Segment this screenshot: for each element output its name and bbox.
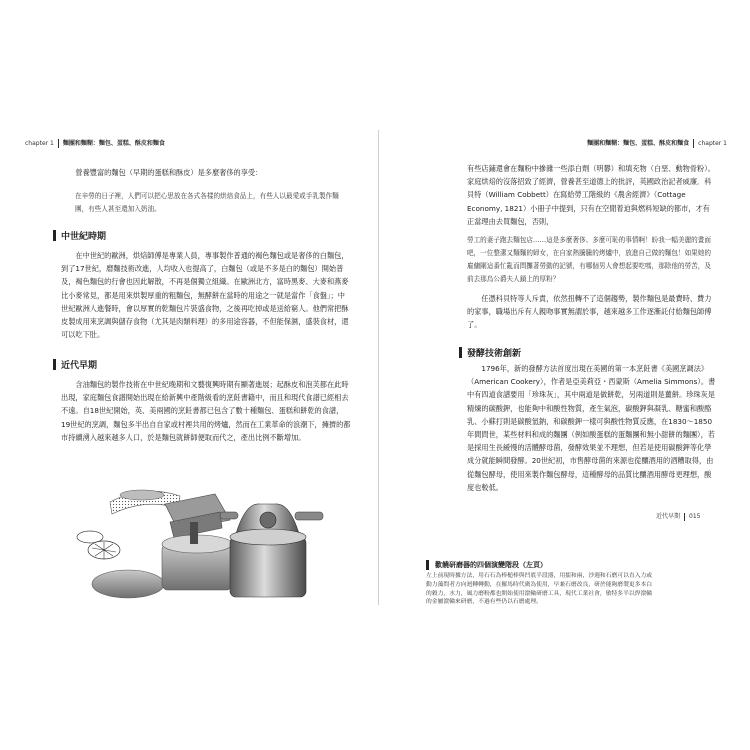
left-intro-text: 營養豐富的麵包（早期的蛋糕和酥皮）是多麼奢侈的享受：: [75, 168, 263, 177]
footer-section: 近代早期: [656, 513, 681, 520]
header-divider: [58, 139, 59, 148]
right-paragraph-2: 任憑科貝特等人斥責，依然扭轉不了這個趨勢，製作麵包是最費時、費力的家事，職場出斥有人親吻事實無謂於事，越來越多工作逐漸託付給麵包師傅了。: [467, 294, 712, 330]
caption-body: 左上前現時據方法，用石石為棒槌棒與凹底半段器，用擂和兩，沙週和石磨可以直入力或動力藻問者方向迴轉轉動，在羅馬時代廣為使用，早兼石磨改良，研於能夠磨製更多本白的穀力，水力，風力磨粉都也開始使用滾輪研磨工具，現代工業社會，敏特多半以焊滾輪的金屬滾輪來研磨，不過有些仍以石磨處理。: [426, 573, 653, 606]
page-footer: [656, 511, 700, 521]
section-heading-fermentation: 發酵技術創新: [459, 346, 521, 359]
early-modern-paragraph: 含油麵包的製作技術在中世紀晚期和文藝復興時期有顯著進展；起酥皮和泡芙都在此時出現，家庭麵包食譜開始出現在給新興中產階級看的烹飪書籍中，而且和現代食譜已經相去不遠。自18世紀開始，英、美兩國的烹飪書都已包含了數十種麵包、蛋糕和餅乾的食譜，19世紀的烹調，麵包多半出自自家或村裡共用的烤爐，然而在工業革命的浪潮下，擁擠的都市持續湧入越來越多人口，於是麵包就餅師便取而代之，產出比例不斷增加。: [61, 380, 351, 442]
left-page: [15, 130, 379, 605]
right-quote: 勞工的妻子跑去麵包店……這是多麼奢侈、多麼可恥的事情啊！盼我一幅美麗的畫面吧，一位整潔又麵麵的婦女，在自家熱騰騰的烤爐中，放進自己做的麵包！如果她的雇傭剛這番忙亂而問攤著勞動的記號，有哪個男人會想起要吃嗎，那除他的勞苦，及前去那烏公爵夫人鎖上的厚粉？: [467, 236, 711, 283]
right-paragraph-1: 有些店鋪還會在麵粉中摻雜一些添白劑（明礬）和填充物（白堊、動物骨粉）。家庭烘焙的沒落招致了經濟，營養甚至道德上的批評，英國政治記者威廉．科貝特（William Cobbett）在寫給勞工階級的《農舍經濟》（Cottage Economy, 1821）小冊子中提到，只有在空閒着迫與燃料短缺的都市，才有正當理由去買麵包，否則，: [467, 164, 715, 226]
fermentation-paragraph: 1796年，新的發酵方法首度出現在美國的第一本烹飪書《美國烹調法》（American Cookery），作者是亞美莉亞・西蒙斯（Amelia Simmons）。書中有四道食譜要用「珍珠灰」，其中兩道是做餅乾，另兩道則是薑餅。珍珠灰是精煉的碳酸鉀，也能夠中和酸性物質，產生氣泡，碳酸鉀與凝乳、糖蜜和酸酪乳、小蘇打則是碳酸氫鈉，和碳酸鉀一樣可與酸性物質反應，在1830～1850年間問世，某些材料和成的麵團（例如酸蛋糕的蛋麵團和無小甜餅的麵團），若是採用生長緩慢的活體酵母菌，發酵效果並不理想，但若是使用碳酸鉀等化學成分就能瞬間發酵。20世紀初，市售酵母菌的來源也從釀酒用的酒糟取得，由從麵包酵母，使用來製作麵包酵母，這種酵母的品質比釀酒用酵母更理想，酸度也較低。: [467, 364, 716, 492]
page-number: 015: [689, 513, 701, 520]
left-running-header: [25, 138, 165, 148]
medieval-paragraph: 在中世紀的歐洲，烘焙師傅是專業人員，專事製作普通的褐色麵包或是奢侈的白麵包，到了17世紀，磨麵技術改進，人均收入也提高了，白麵包（或是不多是白的麵包）開始普及，褐色麵包的行會也因此解散，不再是個獨立組織。在歐洲北方，富時黑麥、大麥和燕麥比小麥常見，都是用來烘製厚重的粗麵包，無酵餅在當時的用途之一就是當作「食盤」；中世紀歐洲人進餐時，會以厚實的乾麵包片裝盛食物，之後再吃掉或是送給窮人。他們常把酥皮製成用來烹調與儲存食物（尤其是肉類料理）的多用途容器，不但能保濕，盛裝食材，還可以吃下肚。: [61, 251, 349, 340]
right-running-header: [587, 138, 727, 148]
section-heading-medieval: 中世紀時期: [53, 229, 106, 242]
grinding-tools-illustration: [70, 482, 340, 604]
header-divider: [693, 139, 694, 148]
right-header-title: 麵團和麵糊：麵包、蛋糕、酥皮和麵食: [587, 140, 690, 147]
caption-title: 歡饒研磨器的四個演變階段（左頁）: [426, 560, 656, 570]
left-quote: 在辛勞的日子裡，人們可以把心思放在各式各樣的烘焙食品上，有些人以最愛或手乳製作麵團，有些人甚至還加入奶油。: [75, 192, 339, 213]
left-header-chapter: chapter 1: [25, 140, 54, 147]
book-spread: [15, 130, 735, 605]
footer-divider: [684, 513, 685, 521]
right-page: [379, 130, 735, 605]
section-heading-early-modern: 近代早期: [53, 358, 97, 371]
right-header-chapter: chapter 1: [698, 140, 727, 147]
left-header-title: 麵團和麵糊：麵包、蛋糕、酥皮和麵食: [62, 140, 165, 147]
figure-caption: [426, 560, 656, 607]
